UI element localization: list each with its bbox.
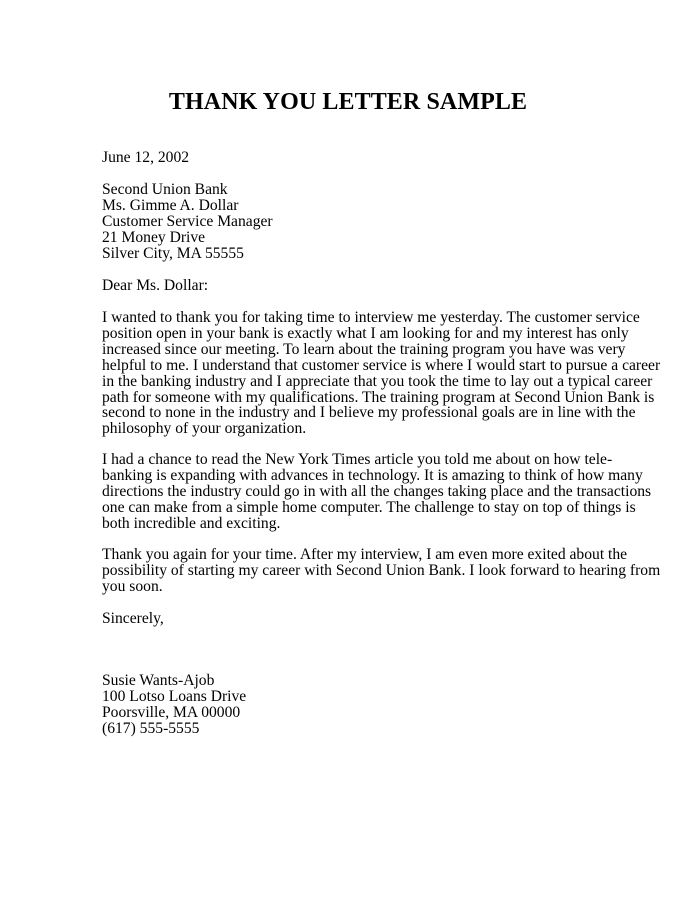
sender-line: 100 Lotso Loans Drive xyxy=(102,687,247,705)
recipient-line: Ms. Gimme A. Dollar xyxy=(102,196,239,214)
salutation-text: Dear Ms. Dollar: xyxy=(102,277,209,294)
recipient-line: Silver City, MA 55555 xyxy=(102,244,244,262)
paragraph-2 xyxy=(102,451,652,532)
closing-text: Sincerely, xyxy=(102,610,164,627)
paragraph-line: helpful to me. I understand that customer service is where I would start to pursue a career xyxy=(102,356,661,374)
sender-line: Susie Wants-Ajob xyxy=(102,672,215,689)
paragraph-line: I had a chance to read the New York Times article you told me about on how tele- xyxy=(102,451,613,468)
paragraph-line: philosophy of your organization. xyxy=(102,420,307,438)
paragraph-3 xyxy=(102,546,661,595)
paragraph-line: Thank you again for your time. After my interview, I am even more exited about the xyxy=(102,546,628,563)
recipient-line: Second Union Bank xyxy=(102,181,228,198)
letter-title: THANK YOU LETTER SAMPLE xyxy=(168,89,528,115)
paragraph-line: path for someone with my qualifications. The training program at Second Union Bank is xyxy=(102,388,655,406)
recipient-line: Customer Service Manager xyxy=(102,212,273,230)
letter-date xyxy=(102,150,602,166)
paragraph-line: you soon. xyxy=(102,577,163,595)
sender-line: Poorsville, MA 00000 xyxy=(102,703,241,721)
paragraph-line: directions the industry could go in with all the changes taking place and the transactions xyxy=(102,482,652,500)
paragraph-line: in the banking industry and I appreciate that you took the time to lay out a typical career xyxy=(102,372,653,390)
paragraph-line: one can make from a simple home computer. The challenge to stay on top of things is xyxy=(102,498,636,516)
closing xyxy=(102,611,602,627)
paragraph-line: second to none in the industry and I believe my professional goals are in line with the xyxy=(102,404,636,422)
paragraph-line: banking is expanding with advances in technology. It is amazing to think of how many xyxy=(102,466,643,484)
paragraph-line: position open in your bank is exactly what I am looking for and my interest has only xyxy=(102,324,629,342)
date-text: June 12, 2002 xyxy=(102,149,190,166)
salutation xyxy=(102,278,602,294)
paragraph-line: both incredible and exciting. xyxy=(102,514,281,532)
sender-signature-block xyxy=(102,673,602,737)
sender-line: (617) 555-5555 xyxy=(102,719,200,737)
paragraph-line: increased since our meeting. To learn about the training program you have was very xyxy=(102,340,626,358)
paragraph-line: I wanted to thank you for taking time to interview me yesterday. The customer service xyxy=(102,309,640,326)
recipient-address xyxy=(102,182,602,262)
paragraph-line: possibility of starting my career with Second Union Bank. I look forward to hearing from xyxy=(102,561,661,579)
paragraph-1 xyxy=(102,309,661,438)
recipient-line: 21 Money Drive xyxy=(102,228,206,246)
